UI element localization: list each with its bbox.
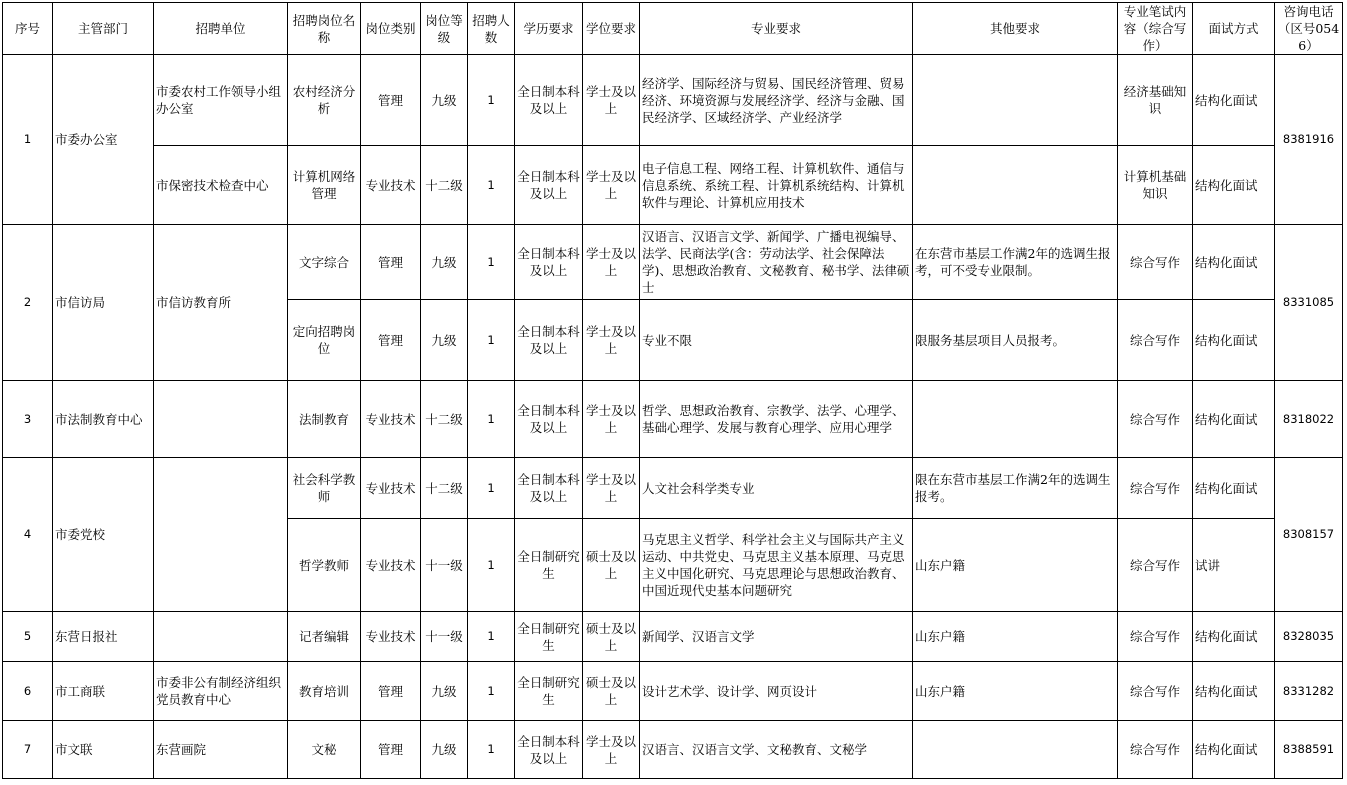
cell-phone: 8388591	[1275, 721, 1343, 779]
cell-level: 九级	[421, 721, 468, 779]
header-post: 招聘岗位名称	[288, 3, 361, 55]
cell-level: 九级	[421, 55, 468, 146]
cell-count: 1	[468, 662, 515, 721]
header-row	[3, 3, 1343, 55]
cell-exam: 综合写作	[1118, 300, 1193, 381]
cell-degree: 学士及以上	[583, 458, 640, 519]
cell-seq: 1	[3, 55, 53, 225]
cell-dept: 市法制教育中心	[53, 381, 154, 458]
cell-count: 1	[468, 300, 515, 381]
table-row	[3, 381, 1343, 458]
header-phone: 咨询电话（区号0546）	[1275, 3, 1343, 55]
cell-major: 人文社会科学类专业	[640, 458, 913, 519]
cell-exam: 综合写作	[1118, 458, 1193, 519]
cell-degree: 学士及以上	[583, 381, 640, 458]
header-major: 专业要求	[640, 3, 913, 55]
header-dept: 主管部门	[53, 3, 154, 55]
cell-edu: 全日制本科及以上	[515, 225, 583, 300]
cell-major: 新闻学、汉语言文学	[640, 612, 913, 662]
cell-other: 在东营市基层工作满2年的选调生报考，可不受专业限制。	[913, 225, 1118, 300]
cell-post: 农村经济分析	[288, 55, 361, 146]
cell-seq: 5	[3, 612, 53, 662]
cell-level: 九级	[421, 225, 468, 300]
header-seq: 序号	[3, 3, 53, 55]
cell-unit: 市委农村工作领导小组办公室	[154, 55, 288, 146]
cell-major: 电子信息工程、网络工程、计算机软件、通信与信息系统、系统工程、计算机系统结构、计算机软件与理论、计算机应用技术	[640, 146, 913, 225]
cell-major: 设计艺术学、设计学、网页设计	[640, 662, 913, 721]
cell-other	[913, 721, 1118, 779]
cell-unit: 市信访教育所	[154, 225, 288, 381]
cell-interview: 结构化面试	[1193, 721, 1275, 779]
cell-phone: 8328035	[1275, 612, 1343, 662]
cell-post: 定向招聘岗位	[288, 300, 361, 381]
cell-edu: 全日制本科及以上	[515, 55, 583, 146]
cell-unit	[154, 458, 288, 612]
cell-major: 马克思主义哲学、科学社会主义与国际共产主义运动、中共党史、马克思主义基本原理、马克思主义中国化研究、马克思理论与思想政治教育、中国近现代史基本问题研究	[640, 519, 913, 612]
cell-category: 管理	[361, 721, 421, 779]
cell-interview: 结构化面试	[1193, 662, 1275, 721]
cell-exam: 综合写作	[1118, 381, 1193, 458]
cell-count: 1	[468, 519, 515, 612]
cell-edu: 全日制研究生	[515, 662, 583, 721]
cell-phone: 8308157	[1275, 458, 1343, 612]
cell-count: 1	[468, 612, 515, 662]
cell-interview: 结构化面试	[1193, 458, 1275, 519]
cell-unit	[154, 612, 288, 662]
cell-interview: 结构化面试	[1193, 300, 1275, 381]
cell-edu: 全日制本科及以上	[515, 458, 583, 519]
cell-major: 专业不限	[640, 300, 913, 381]
cell-major: 汉语言、汉语言文学、新闻学、广播电视编导、法学、民商法学(含：劳动法学、社会保障法学)、思想政治教育、文秘教育、秘书学、法律硕士	[640, 225, 913, 300]
cell-seq: 3	[3, 381, 53, 458]
table-row	[3, 55, 1343, 146]
header-edu: 学历要求	[515, 3, 583, 55]
header-exam: 专业笔试内容（综合写作）	[1118, 3, 1193, 55]
cell-unit: 东营画院	[154, 721, 288, 779]
cell-unit: 市保密技术检查中心	[154, 146, 288, 225]
header-degree: 学位要求	[583, 3, 640, 55]
cell-other: 限在东营市基层工作满2年的选调生报考。	[913, 458, 1118, 519]
cell-seq: 2	[3, 225, 53, 381]
cell-exam: 综合写作	[1118, 519, 1193, 612]
cell-exam: 综合写作	[1118, 721, 1193, 779]
cell-count: 1	[468, 225, 515, 300]
cell-dept: 市文联	[53, 721, 154, 779]
cell-exam: 综合写作	[1118, 662, 1193, 721]
cell-degree: 硕士及以上	[583, 662, 640, 721]
table-row	[3, 458, 1343, 519]
cell-degree: 硕士及以上	[583, 612, 640, 662]
cell-exam: 计算机基础知识	[1118, 146, 1193, 225]
cell-category: 管理	[361, 300, 421, 381]
cell-count: 1	[468, 381, 515, 458]
cell-level: 九级	[421, 300, 468, 381]
cell-post: 哲学教师	[288, 519, 361, 612]
cell-other	[913, 55, 1118, 146]
cell-category: 管理	[361, 55, 421, 146]
cell-interview: 结构化面试	[1193, 381, 1275, 458]
cell-other: 山东户籍	[913, 612, 1118, 662]
cell-degree: 学士及以上	[583, 225, 640, 300]
cell-post: 法制教育	[288, 381, 361, 458]
cell-phone: 8381916	[1275, 55, 1343, 225]
header-count: 招聘人数	[468, 3, 515, 55]
cell-other	[913, 381, 1118, 458]
cell-count: 1	[468, 721, 515, 779]
cell-other: 限服务基层项目人员报考。	[913, 300, 1118, 381]
cell-level: 十一级	[421, 519, 468, 612]
cell-edu: 全日制本科及以上	[515, 300, 583, 381]
header-level: 岗位等级	[421, 3, 468, 55]
cell-exam: 经济基础知识	[1118, 55, 1193, 146]
cell-degree: 学士及以上	[583, 721, 640, 779]
cell-category: 专业技术	[361, 612, 421, 662]
cell-other: 山东户籍	[913, 662, 1118, 721]
table-row	[3, 662, 1343, 721]
cell-dept: 市工商联	[53, 662, 154, 721]
cell-count: 1	[468, 146, 515, 225]
cell-category: 管理	[361, 662, 421, 721]
cell-seq: 4	[3, 458, 53, 612]
cell-exam: 综合写作	[1118, 225, 1193, 300]
cell-edu: 全日制本科及以上	[515, 721, 583, 779]
cell-seq: 7	[3, 721, 53, 779]
cell-post: 教育培训	[288, 662, 361, 721]
cell-dept: 市信访局	[53, 225, 154, 381]
cell-level: 九级	[421, 662, 468, 721]
cell-degree: 学士及以上	[583, 300, 640, 381]
cell-edu: 全日制研究生	[515, 519, 583, 612]
cell-level: 十二级	[421, 381, 468, 458]
cell-major: 经济学、国际经济与贸易、国民经济管理、贸易经济、环境资源与发展经济学、经济与金融、国民经济学、区域经济学、产业经济学	[640, 55, 913, 146]
cell-dept: 东营日报社	[53, 612, 154, 662]
cell-interview: 结构化面试	[1193, 225, 1275, 300]
table-row	[3, 146, 1343, 225]
cell-other	[913, 146, 1118, 225]
cell-interview: 结构化面试	[1193, 612, 1275, 662]
table-row	[3, 721, 1343, 779]
cell-major: 哲学、思想政治教育、宗教学、法学、心理学、基础心理学、发展与教育心理学、应用心理学	[640, 381, 913, 458]
cell-count: 1	[468, 458, 515, 519]
cell-level: 十二级	[421, 146, 468, 225]
cell-category: 管理	[361, 225, 421, 300]
header-category: 岗位类别	[361, 3, 421, 55]
header-interview: 面试方式	[1193, 3, 1275, 55]
cell-category: 专业技术	[361, 381, 421, 458]
cell-phone: 8331085	[1275, 225, 1343, 381]
cell-exam: 综合写作	[1118, 612, 1193, 662]
recruitment-table-sheet	[2, 2, 1343, 779]
cell-interview: 结构化面试	[1193, 55, 1275, 146]
cell-level: 十二级	[421, 458, 468, 519]
header-other: 其他要求	[913, 3, 1118, 55]
cell-seq: 6	[3, 662, 53, 721]
cell-category: 专业技术	[361, 519, 421, 612]
cell-count: 1	[468, 55, 515, 146]
cell-edu: 全日制本科及以上	[515, 146, 583, 225]
cell-category: 专业技术	[361, 146, 421, 225]
table-row	[3, 225, 1343, 300]
cell-post: 记者编辑	[288, 612, 361, 662]
cell-degree: 硕士及以上	[583, 519, 640, 612]
cell-phone: 8318022	[1275, 381, 1343, 458]
cell-edu: 全日制本科及以上	[515, 381, 583, 458]
cell-post: 文字综合	[288, 225, 361, 300]
cell-unit: 市委非公有制经济组织党员教育中心	[154, 662, 288, 721]
cell-post: 计算机网络管理	[288, 146, 361, 225]
header-unit: 招聘单位	[154, 3, 288, 55]
cell-level: 十一级	[421, 612, 468, 662]
cell-post: 文秘	[288, 721, 361, 779]
cell-degree: 学士及以上	[583, 55, 640, 146]
cell-degree: 学士及以上	[583, 146, 640, 225]
cell-phone: 8331282	[1275, 662, 1343, 721]
cell-category: 专业技术	[361, 458, 421, 519]
recruitment-table	[2, 2, 1343, 779]
table-row	[3, 612, 1343, 662]
cell-dept: 市委党校	[53, 458, 154, 612]
cell-interview: 试讲	[1193, 519, 1275, 612]
cell-interview: 结构化面试	[1193, 146, 1275, 225]
cell-unit	[154, 381, 288, 458]
cell-edu: 全日制研究生	[515, 612, 583, 662]
cell-dept: 市委办公室	[53, 55, 154, 225]
cell-major: 汉语言、汉语言文学、文秘教育、文秘学	[640, 721, 913, 779]
cell-post: 社会科学教师	[288, 458, 361, 519]
cell-other: 山东户籍	[913, 519, 1118, 612]
